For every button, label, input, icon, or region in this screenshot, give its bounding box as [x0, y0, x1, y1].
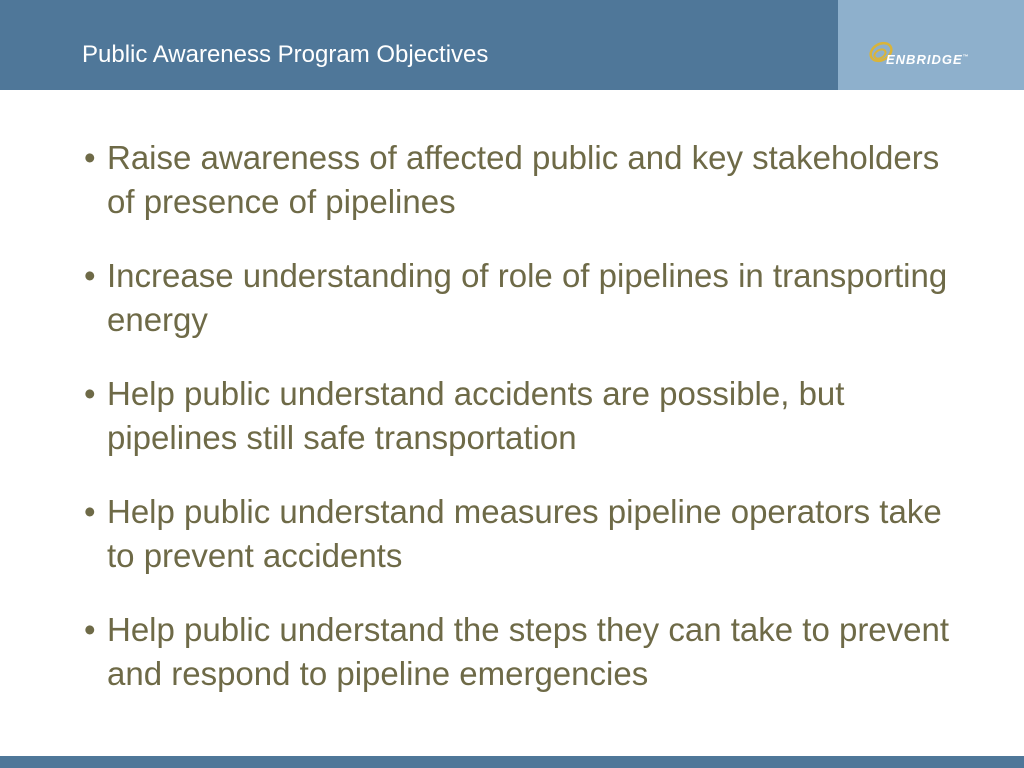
bullet-item — [84, 608, 964, 696]
bullet-dot-icon: • — [84, 611, 96, 648]
bullet-dot-icon: • — [84, 257, 96, 294]
bullet-item — [84, 372, 964, 460]
bullet-item — [84, 136, 964, 224]
slide-title: Public Awareness Program Objectives — [82, 41, 489, 68]
bullet-dot-icon: • — [84, 375, 96, 412]
bullet-item — [84, 490, 964, 578]
bullet-text: Help public understand the steps they can take to prevent and respond to pipeline emergencies — [107, 611, 950, 692]
bullet-text: Help public understand measures pipeline operators take to prevent accidents — [107, 493, 942, 574]
footer-bar — [0, 756, 1024, 768]
bullet-dot-icon: • — [84, 493, 96, 530]
logo-trademark: ™ — [962, 54, 970, 61]
bullet-text: Raise awareness of affected public and key stakeholders of presence of pipelines — [107, 139, 940, 220]
logo-text: ENBRIDGE — [886, 52, 963, 67]
bullet-dot-icon: • — [84, 139, 96, 176]
bullet-text: Help public understand accidents are possible, but pipelines still safe transportation — [107, 375, 845, 456]
logo-wordmark — [886, 52, 970, 67]
bullet-list — [84, 136, 964, 726]
bullet-text: Increase understanding of role of pipelines in transporting energy — [107, 257, 948, 338]
bullet-item — [84, 254, 964, 342]
